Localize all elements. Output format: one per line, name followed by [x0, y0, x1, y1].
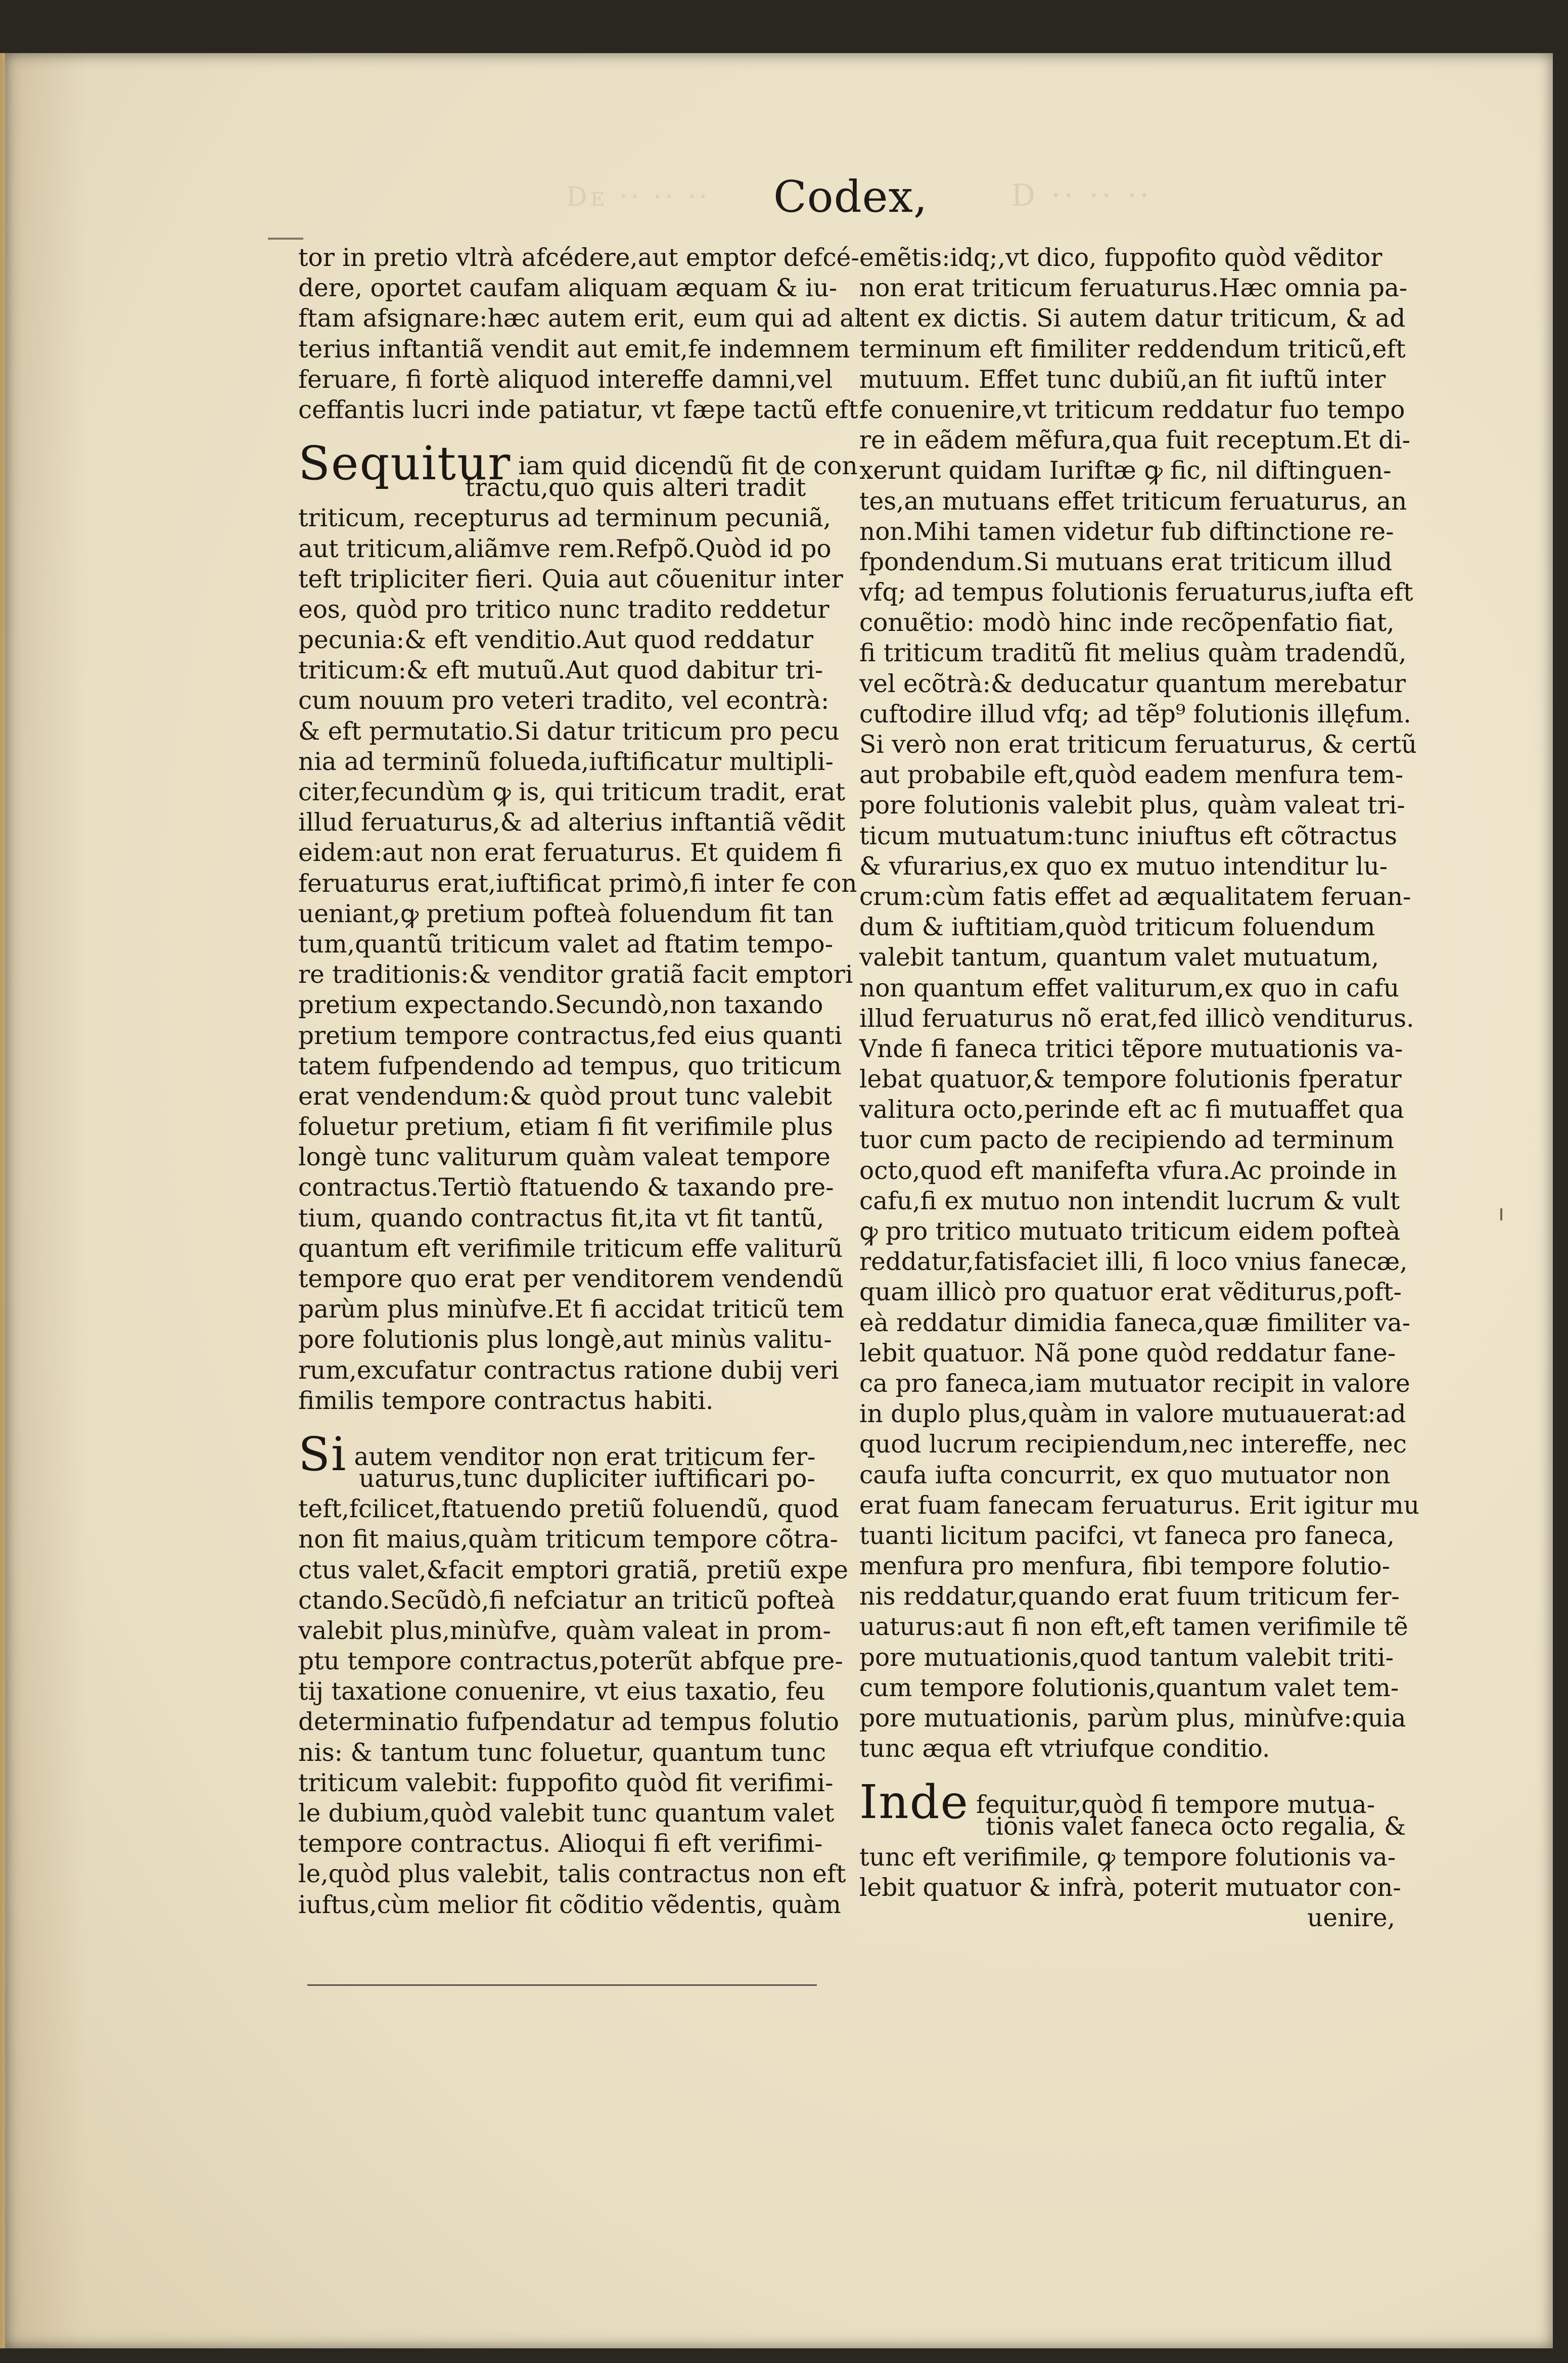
- text-line: pretium expectando.Secundò,non taxando: [298, 991, 823, 1020]
- text-line: lebat quatuor,& tempore folutionis fperatur: [859, 1065, 1402, 1094]
- text-line: le,quòd plus valebit, talis contractus non eft: [298, 1860, 846, 1889]
- text-line: ctando.Secũdò,fi nefciatur an triticũ pofteà: [298, 1586, 836, 1615]
- text-line: caufa iufta concurrit, ex quo mutuator non: [859, 1461, 1391, 1489]
- text-line: tatem fufpendendo ad tempus, quo triticum: [298, 1052, 842, 1080]
- text-line: tuanti licitum pacifci, vt faneca pro faneca,: [859, 1521, 1395, 1550]
- text-line: fimilis tempore contractus habiti.: [298, 1386, 714, 1415]
- left-column: [298, 243, 866, 1920]
- text-line: feruaturus erat,iuftificat primò,fi inter fe con: [298, 869, 857, 898]
- text-line: triticum:& eft mutuũ.Aut quod dabitur tri-: [298, 656, 823, 685]
- right-column: [859, 243, 1419, 1933]
- text-line: eà reddatur dimidia faneca,quæ fimiliter va-: [859, 1308, 1411, 1337]
- text-line: cuftodire illud vfq; ad tẽp⁹ folutionis illęfum.: [859, 700, 1411, 729]
- text-line: eos, quòd pro tritico nunc tradito reddetur: [298, 595, 829, 624]
- text-line: ctus valet,&facit emptori gratiã, pretiũ expe: [298, 1556, 849, 1584]
- text-line: iuftus,cùm melior fit cõditio vẽdentis, quàm: [298, 1890, 841, 1919]
- text-line: lebit quatuor & infrà, poterit mutuator con-: [859, 1873, 1401, 1902]
- catchword: uenire,: [1307, 1903, 1395, 1932]
- text-line: contractus.Tertiò ftatuendo & taxando pre-: [298, 1173, 834, 1202]
- text-line: terminum eft fimiliter reddendum triticũ,eft: [859, 335, 1406, 363]
- text-line: tempore contractus. Alioqui fi eft verifimi-: [298, 1830, 823, 1858]
- text-line: ca pro faneca,iam mutuator recipit in valore: [859, 1369, 1410, 1398]
- text-line: quod lucrum recipiendum,nec intereffe, nec: [859, 1430, 1407, 1459]
- bleed-through-text-right: D ·· ·· ··: [1011, 178, 1152, 213]
- text-line: citer,fecundùm ꝙ is, qui triticum tradit, erat: [298, 778, 846, 806]
- text-line: pore mutuationis,quod tantum valebit triti-: [859, 1643, 1394, 1672]
- text-line: ceffantis lucri inde patiatur, vt fæpe tactũ eft.: [298, 395, 866, 424]
- text-line: aut probabile eft,quòd eadem menfura tem-: [859, 761, 1404, 790]
- text-line: rum,excufatur contractus ratione dubij veri: [298, 1356, 839, 1385]
- text-line: le dubium,quòd valebit tunc quantum valet: [298, 1799, 835, 1828]
- text-line: tor in pretio vltrà afcédere,aut emptor defcé-: [298, 244, 859, 272]
- text-line: longè tunc valiturum quàm valeat tempore: [298, 1143, 831, 1172]
- text-line: Vnde fi faneca tritici tẽpore mutuationis va-: [859, 1034, 1403, 1063]
- para-si-initial: Si: [298, 1427, 347, 1481]
- text-line: teft,fcilicet,ftatuendo pretiũ foluendũ, quod: [298, 1495, 840, 1524]
- text-line: ptu tempore contractus,poterũt abfque pre-: [298, 1647, 843, 1676]
- paragraph-gap: [298, 1416, 834, 1431]
- text-line: fe conuenire,vt triticum reddatur fuo tempo: [859, 395, 1405, 424]
- text-line: tempore quo erat per venditorem vendendũ: [298, 1265, 844, 1293]
- text-line: xerunt quidam Iuriftæ ꝙ fic, nil diftinguen-: [859, 457, 1392, 485]
- text-line: nia ad terminũ folueda,iuftificatur multipli-: [298, 747, 834, 776]
- text-line: aut triticum,aliãmve rem.Refpõ.Quòd id po: [298, 534, 832, 563]
- text-line: triticum, recepturus ad terminum pecuniã,: [298, 504, 832, 533]
- text-line: lebit quatuor. Nã pone quòd reddatur fane-: [859, 1339, 1396, 1368]
- text-line: illud feruaturus nõ erat,fed illicò venditurus.: [859, 1004, 1414, 1033]
- margin-mark: [1500, 1208, 1502, 1220]
- para-sequitur-initial: Sequitur: [298, 436, 512, 491]
- text-line: & vfurarius,ex quo ex mutuo intenditur lu-: [859, 852, 1388, 881]
- text-line: uaturus:aut fi non eft,eft tamen verifimile tẽ: [859, 1613, 1408, 1642]
- text-line: ticum mutuatum:tunc iniuftus eft cõtractus: [859, 822, 1398, 850]
- text-line: dere, oportet caufam aliquam æquam & iu-: [298, 274, 838, 303]
- text-line: octo,quod eft manifefta vfura.Ac proinde in: [859, 1156, 1397, 1185]
- text-line: eidem:aut non erat feruaturus. Et quidem fi: [298, 839, 843, 868]
- text-line: tij taxatione conuenire, vt eius taxatio, feu: [298, 1677, 825, 1706]
- text-line: non erat triticum feruaturus.Hæc omnia pa-: [859, 274, 1408, 303]
- text-line: tium, quando contractus fit,ita vt fit tantũ,: [298, 1204, 824, 1233]
- text-line: triticum valebit: fuppofito quòd fit verifimi-: [298, 1768, 834, 1797]
- text-line: tum,quantũ triticum valet ad ftatim tempo-: [298, 930, 834, 959]
- line-mark: [268, 238, 303, 240]
- text-line: menfura pro menfura, fibi tempore folutio-: [859, 1552, 1391, 1581]
- text-line: parùm plus minùfve.Et fi accidat triticũ tem: [298, 1295, 845, 1324]
- para-sequitur-head-line: iam quid dicendũ fit de con: [518, 452, 858, 481]
- text-line: illud feruaturus,& ad alterius inftantiã vẽdit: [298, 808, 846, 837]
- text-line: erat fuam fanecam feruaturus. Erit igitur mu: [859, 1491, 1419, 1520]
- text-line: erat vendendum:& quòd prout tunc valebit: [298, 1082, 832, 1111]
- text-line: vfq; ad tempus folutionis feruaturus,iufta eft: [859, 578, 1413, 607]
- para-inde-head-line: fequitur,quòd fi tempore mutua-: [976, 1791, 1375, 1820]
- text-line: pore folutionis plus longè,aut minùs valitu-: [298, 1326, 832, 1354]
- text-line: Si verò non erat triticum feruaturus, & certũ: [859, 731, 1417, 759]
- text-line: tent ex dictis. Si autem datur triticum, & ad: [859, 304, 1406, 333]
- bleed-through-text-left: Dᴇ ·· ·· ··: [566, 182, 711, 212]
- text-line: tes,an mutuans effet triticum feruaturus, an: [859, 487, 1407, 516]
- text-line: foluetur pretium, etiam fi fit verifimile plus: [298, 1113, 833, 1142]
- text-line: re traditionis:& venditor gratiã facit emptori: [298, 961, 853, 989]
- text-line: cum tempore folutionis,quantum valet tem-: [859, 1673, 1399, 1702]
- text-line: re in eãdem mẽfura,qua fuit receptum.Et di-: [859, 426, 1411, 455]
- para-si-head-line: autem venditor non erat triticum fer-: [354, 1442, 816, 1471]
- text-line: in duplo plus,quàm in valore mutuauerat:ad: [859, 1400, 1406, 1429]
- text-line: nis reddatur,quando erat fuum triticum fer-: [859, 1582, 1400, 1611]
- text-line: mutuum. Effet tunc dubiũ,an fit iuftũ inter: [859, 365, 1386, 394]
- text-line: fi triticum traditũ fit melius quàm tradendũ,: [859, 639, 1407, 668]
- text-line: ftam afsignare:hæc autem erit, eum qui ad al: [298, 304, 862, 333]
- text-line: non.Mihi tamen videtur fub diftinctione re-: [859, 517, 1394, 546]
- text-line: non quantum effet valiturum,ex quo in cafu: [859, 974, 1400, 1003]
- text-line: fpondendum.Si mutuans erat triticum illud: [859, 548, 1393, 576]
- text-line: valebit tantum, quantum valet mutuatum,: [859, 943, 1379, 972]
- text-line: feruare, fi fortè aliquod intereffe damni,vel: [298, 365, 833, 394]
- text-line: non fit maius,quàm triticum tempore cõtra-: [298, 1525, 838, 1554]
- text-line: valebit plus,minùfve, quàm valeat in prom-: [298, 1616, 831, 1645]
- text-line: ꝙ pro tritico mutuato triticum eidem pofteà: [859, 1217, 1401, 1246]
- text-line: conuẽtio: modò hinc inde recõpenfatio fiat,: [859, 609, 1395, 638]
- text-line: quantum eft verifimile triticum effe valiturũ: [298, 1234, 843, 1263]
- text-line: pecunia:& eft venditio.Aut quod reddatur: [298, 626, 813, 655]
- text-line: & eft permutatio.Si datur triticum pro pecu: [298, 717, 840, 746]
- text-line: tunc eft verifimile, ꝙ tempore folutionis va-: [859, 1843, 1396, 1872]
- text-line: ueniant,ꝙ pretium pofteà foluendum fit tan: [298, 899, 834, 928]
- text-line: cafu,fi ex mutuo non intendit lucrum & vult: [859, 1187, 1400, 1215]
- text-line: vel ecõtrà:& deducatur quantum merebatur: [859, 669, 1406, 698]
- text-line: pore mutuationis, parùm plus, minùfve:quia: [859, 1704, 1406, 1733]
- text-line: determinatio fufpendatur ad tempus folutio: [298, 1708, 840, 1737]
- text-line: emẽtis:idq;,vt dico, fuppofito quòd vẽditor: [859, 244, 1382, 272]
- text-line: crum:cùm fatis effet ad æqualitatem feruan-: [859, 882, 1411, 911]
- para-sequitur-head-line: tractu,quo quis alteri tradit: [465, 474, 806, 503]
- text-line: teft tripliciter fieri. Quia aut cõuenitur inter: [298, 565, 843, 594]
- text-line: quam illicò pro quatuor erat vẽditurus,poft-: [859, 1278, 1402, 1307]
- text-line: cum nouum pro veteri tradito, vel econtrà:: [298, 687, 829, 715]
- text-line: pretium tempore contractus,fed eius quanti: [298, 1021, 842, 1050]
- bottom-rule: [307, 1984, 817, 1986]
- text-line: dum & iuftitiam,quòd triticum foluendum: [859, 913, 1375, 942]
- text-line: reddatur,fatisfaciet illi, fi loco vnius fanecæ,: [859, 1248, 1408, 1277]
- para-si-head-line: uaturus,tunc dupliciter iuftificari po-: [359, 1464, 815, 1493]
- para-inde-initial: Inde: [859, 1775, 969, 1830]
- text-line: terius inftantiã vendit aut emit,fe indemnem: [298, 335, 850, 363]
- text-line: nis: & tantum tunc foluetur, quantum tunc: [298, 1738, 826, 1767]
- text-line: valitura octo,perinde eft ac fi mutuaffet qua: [859, 1096, 1404, 1124]
- para-inde-head-line: tionis valet faneca octo regalia, &: [986, 1812, 1406, 1841]
- text-line: tunc æqua eft vtriufque conditio.: [859, 1735, 1270, 1763]
- running-header: Codex,: [773, 172, 928, 222]
- text-line: tuor cum pacto de recipiendo ad terminum: [859, 1126, 1395, 1155]
- text-line: pore folutionis valebit plus, quàm valeat tri-: [859, 791, 1405, 820]
